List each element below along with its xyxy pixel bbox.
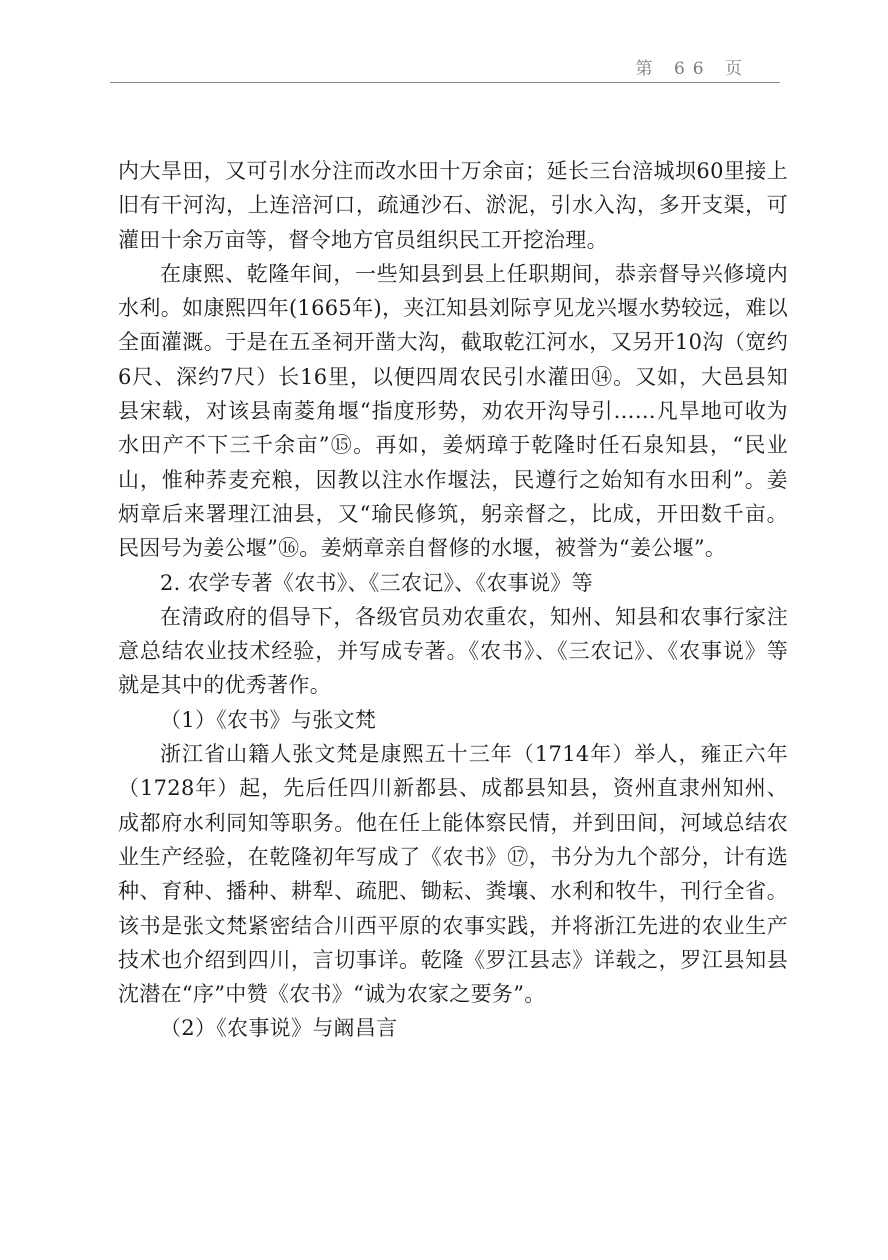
subsection-heading: （2）《农事说》与阚昌言: [160, 1016, 398, 1041]
page-number: 第 66 页: [635, 59, 750, 79]
page-header: [110, 48, 780, 83]
document-body: [118, 154, 788, 1046]
section-heading: 2. 农学专著《农书》、《三农记》、《农事说》等: [160, 570, 593, 595]
paragraph: 浙江省山籍人张文梵是康熙五十三年（1714年）举人，雍正六年（1728年）起，先后任四川新都县、成都县知县，资州直隶州知州、成都府水利同知等职务。他在任上能体察民情，并到田间，河域总结农业生产经验，在乾隆初年写成了《农书》⑰，书分为九个部分，计有选种、育种、播种、耕犁、疏肥、锄耘、粪壤、水利和牧牛，刊行全省。该书是张文梵紧密结合川西平原的农事实践，并将浙江先进的农业生产技术也介绍到四川，言切事详。乾隆《罗江县志》详载之，罗江县知县沈潜在“序”中赞《农书》“诚为农家之要务”。: [118, 742, 788, 1007]
paragraph: 在康熙、乾隆年间，一些知县到县上任职期间，恭亲督导兴修境内水利。如康熙四年(1665年)，夹江知县刘际亨见龙兴堰水势较远，难以全面灌溉。于是在五圣祠开凿大沟，截取乾江河水，又另开10沟（宽约6尺、深约7尺）长16里，以便四周农民引水灌田⑭。又如，大邑县知县宋载，对该县南菱角堰“指度形势，劝农开沟导引……凡旱地可收为水田产不下三千余亩”⑮。再如，姜炳璋于乾隆时任石泉知县，“民业山，惟种荞麦充粮，因教以注水作堰法，民遵行之始知有水田利”。姜炳章后来署理江油县，又“瑜民修筑，躬亲督之，比成，开田数千亩。民因号为姜公堰”⑯。姜炳章亲自督修的水堰，被誉为“姜公堰”。: [118, 261, 788, 561]
paragraph: 内大旱田，又可引水分注而改水田十万余亩；延长三台涪城坝60里接上旧有干河沟，上连涪河口，疏通沙石、淤泥，引水入沟，多开支渠，可灌田十余万亩等，督令地方官员组织民工开挖治理。: [118, 159, 788, 252]
paragraph: 在清政府的倡导下，各级官员劝农重农，知州、知县和农事行家注意总结农业技术经验，并写成专著。《农书》、《三农记》、《农事说》等就是其中的优秀著作。: [118, 604, 788, 698]
subsection-heading: （1）《农书》与张文梵: [160, 707, 377, 732]
